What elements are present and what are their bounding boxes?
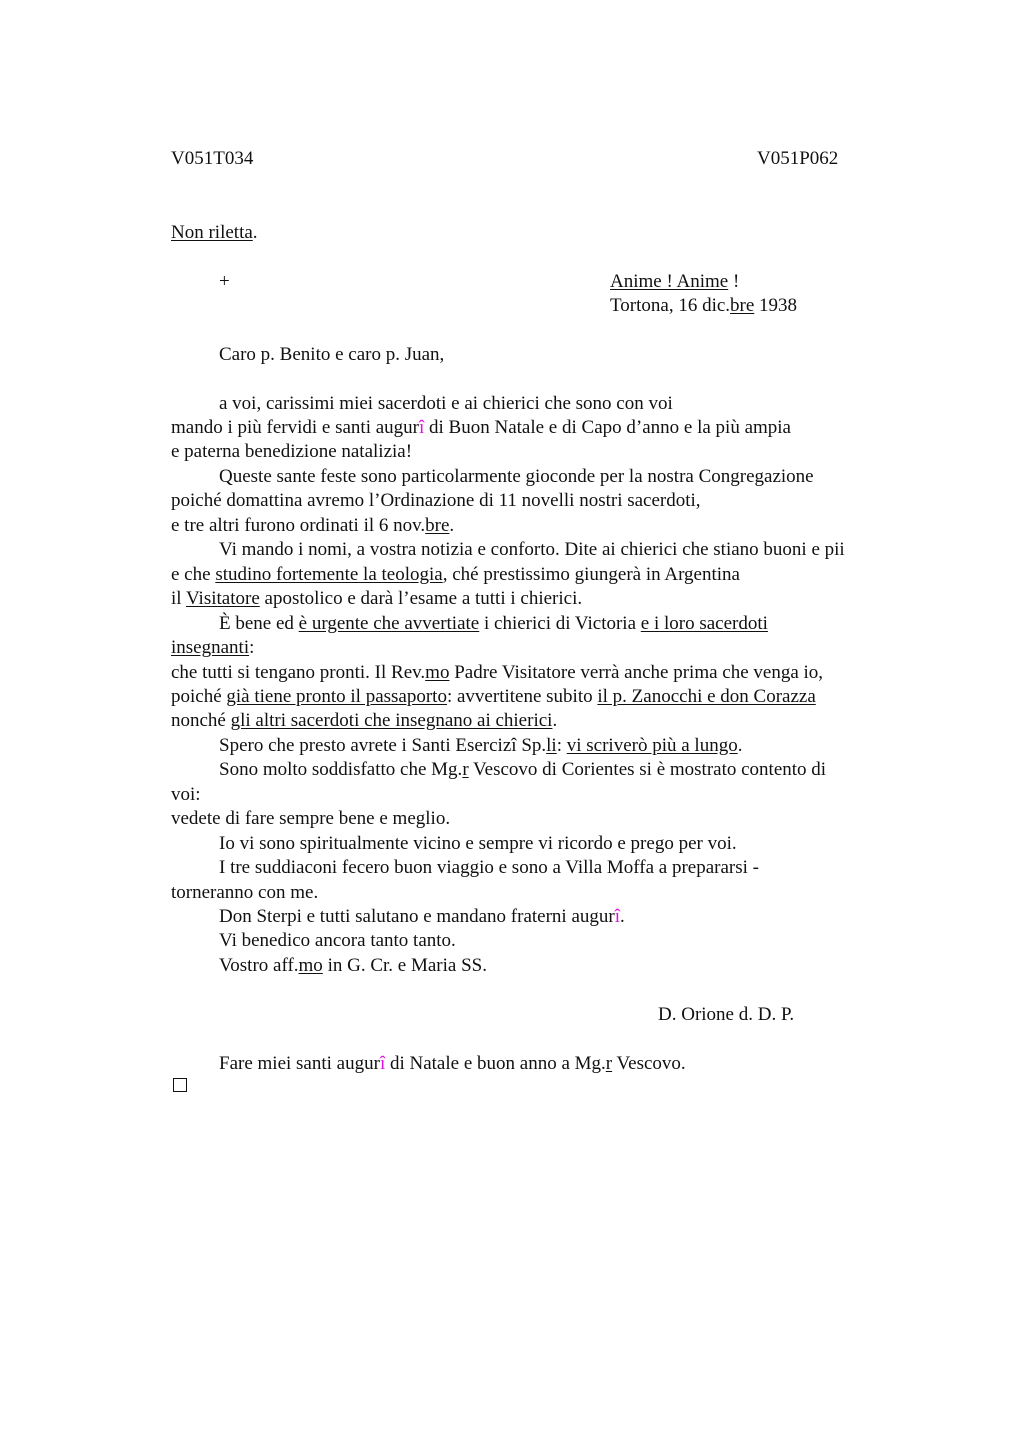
letter-date: Tortona, 16 dic.bre 1938 <box>610 295 798 316</box>
body-line-8: e che studino fortemente la teologia, ché prestissimo giungerà in Argentina <box>171 564 740 585</box>
body-line-1: a voi, carissimi miei sacerdoti e ai chierici che sono con voi <box>219 393 673 414</box>
body-line-13: poiché già tiene pronto il passaporto: avvertitene subito il p. Zanocchi e don Corazza <box>171 686 816 707</box>
not-reread-note: Non riletta. <box>171 222 258 243</box>
body-line-18: vedete di fare sempre bene e meglio. <box>171 808 451 829</box>
body-line-17: voi: <box>171 784 201 805</box>
body-line-23: Vi benedico ancora tanto tanto. <box>219 930 456 951</box>
body-line-5: poiché domattina avremo l’Ordinazione di 11 novelli nostri sacerdoti, <box>171 490 701 511</box>
body-line-3: e paterna benedizione natalizia! <box>171 441 413 462</box>
body-line-22: Don Sterpi e tutti salutano e mandano fraterni augurî. <box>219 906 625 927</box>
motto: Anime ! Anime ! <box>610 271 740 292</box>
body-line-19: Io vi sono spiritualmente vicino e sempre vi ricordo e prego per voi. <box>219 833 737 854</box>
body-line-11: insegnanti: <box>171 637 255 658</box>
note-text: Non riletta <box>171 222 253 243</box>
body-line-20: I tre suddiaconi fecero buon viaggio e sono a Villa Moffa a prepararsi - <box>219 857 759 878</box>
body-line-9: il Visitatore apostolico e darà l’esame a tutti i chierici. <box>171 588 583 609</box>
postscript: Fare miei santi augurî di Natale e buon anno a Mg.r Vescovo. <box>219 1053 686 1074</box>
body-line-7: Vi mando i nomi, a vostra notizia e conforto. Dite ai chierici che stiano buoni e pii <box>219 539 845 560</box>
cross-symbol: + <box>219 271 230 292</box>
body-line-16: Sono molto soddisfatto che Mg.r Vescovo di Corientes si è mostrato contento di <box>219 759 827 780</box>
body-line-21: torneranno con me. <box>171 882 319 903</box>
body-line-2: mando i più fervidi e santi augurî di Buon Natale e di Capo d’anno e la più ampia <box>171 417 791 438</box>
salutation: Caro p. Benito e caro p. Juan, <box>219 344 445 365</box>
body-line-4: Queste sante feste sono particolarmente gioconde per la nostra Congregazione <box>219 466 814 487</box>
body-line-10: È bene ed è urgente che avvertiate i chierici di Victoria e i loro sacerdoti <box>219 613 768 634</box>
body-line-12: che tutti si tengano pronti. Il Rev.mo Padre Visitatore verrà anche prima che venga io, <box>171 662 824 683</box>
document-code-left: V051T034 <box>171 148 254 169</box>
end-marker-square <box>173 1078 187 1092</box>
body-line-6: e tre altri furono ordinati il 6 nov.bre. <box>171 515 455 536</box>
signature: D. Orione d. D. P. <box>658 1004 795 1025</box>
closing-line: Vostro aff.mo in G. Cr. e Maria SS. <box>219 955 487 976</box>
body-line-15: Spero che presto avrete i Santi Esercizî Sp.li: vi scriverò più a lungo. <box>219 735 743 756</box>
document-code-right: V051P062 <box>757 148 839 169</box>
body-line-14: nonché gli altri sacerdoti che insegnano ai chierici. <box>171 710 558 731</box>
